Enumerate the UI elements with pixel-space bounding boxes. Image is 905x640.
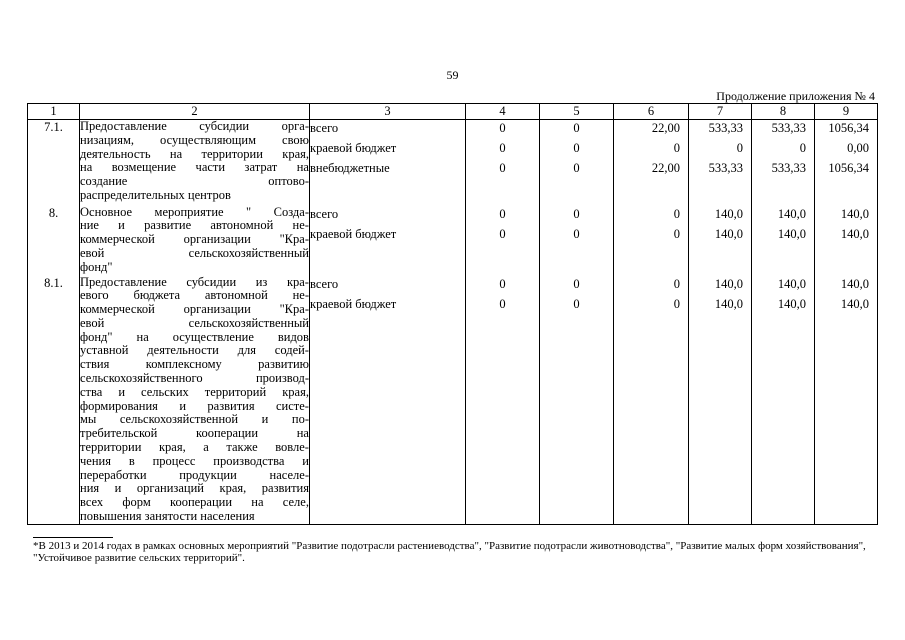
- value-cell-c8: [752, 276, 815, 525]
- activity-name-line: Основное мероприятие " Созда-: [80, 204, 309, 219]
- activity-name-line: ние и развитие автономной не-: [80, 218, 309, 233]
- value: 533,33: [771, 161, 806, 175]
- header-cell: 4: [466, 104, 540, 120]
- value-cell-c7: [689, 206, 752, 276]
- program-table: [27, 103, 878, 525]
- activity-name-line: фонд": [80, 259, 113, 274]
- value: 140,0: [840, 206, 869, 221]
- value: 0: [499, 141, 506, 155]
- value: 1056,34: [828, 161, 869, 175]
- row-number: 7.1.: [28, 120, 80, 206]
- value-cell-c9: [815, 206, 878, 276]
- funding-sources: [310, 120, 466, 206]
- funding-source: краевой бюджет: [310, 141, 397, 155]
- value: 0: [573, 276, 580, 291]
- value-cell-c4: [466, 120, 540, 206]
- value: 0: [799, 141, 806, 155]
- activity-name-line: распределительных центров: [80, 187, 231, 202]
- activity-name-line: низациям, осуществляющим свою: [80, 132, 309, 147]
- value: 1056,34: [828, 121, 869, 135]
- value-cell-c4: [466, 276, 540, 525]
- value: 140,0: [714, 206, 743, 221]
- value-cell-c5: [540, 206, 614, 276]
- value-cell-c5: [540, 276, 614, 525]
- activity-name-line: деятельность на территории края,: [80, 146, 309, 161]
- table-row: [28, 120, 878, 206]
- funding-source: всего: [310, 276, 339, 291]
- value: 0: [499, 296, 506, 311]
- value: 533,33: [771, 121, 806, 135]
- value: 0: [499, 206, 506, 221]
- footnote-rule: [33, 537, 113, 538]
- value: 0: [573, 226, 580, 241]
- value: 140,0: [777, 296, 806, 311]
- activity-name-line: на возмещение части затрат на: [80, 160, 309, 175]
- row-number: 8.: [28, 206, 80, 276]
- value: 140,0: [777, 276, 806, 291]
- value: 140,0: [714, 296, 743, 311]
- funding-sources: [310, 276, 466, 525]
- activity-name-line: евой сельскохозяйственный: [80, 315, 309, 330]
- activity-name: [80, 206, 310, 276]
- value: 0: [499, 226, 506, 241]
- activity-name-line: повышения занятости населения: [80, 509, 255, 524]
- header-cell: 9: [815, 104, 878, 120]
- value: 140,0: [777, 226, 806, 241]
- value: 0: [673, 206, 680, 221]
- value: 140,0: [840, 226, 869, 241]
- header-cell: 7: [689, 104, 752, 120]
- activity-name-line: требительской кооперации на: [80, 426, 309, 441]
- value: 22,00: [651, 121, 680, 135]
- page-number: 59: [446, 68, 459, 82]
- activity-name-line: ствия комплексному развитию: [80, 357, 309, 372]
- table-row: [28, 276, 878, 525]
- header-cell: 3: [310, 104, 466, 120]
- value-cell-c7: [689, 120, 752, 206]
- value: 0: [673, 276, 680, 291]
- row-number: 8.1.: [28, 276, 80, 525]
- value: 140,0: [777, 206, 806, 221]
- activity-name-line: коммерческой организации "Кра-: [80, 232, 309, 247]
- activity-name: [80, 276, 310, 525]
- value: 0: [673, 141, 680, 155]
- activity-name-line: евой сельскохозяйственный: [80, 245, 309, 260]
- activity-name-line: мы сельскохозяйственной и по-: [80, 412, 309, 427]
- activity-name-line: переработки продукции населе-: [80, 467, 309, 482]
- activity-name-line: формирования и развития систе-: [80, 398, 309, 413]
- value: 0: [573, 206, 580, 221]
- activity-name-line: евого бюджета автономной не-: [80, 288, 309, 303]
- header-row: [28, 104, 878, 120]
- value-cell-c6: [614, 276, 689, 525]
- activity-name-line: Предоставление субсидии из кра-: [80, 274, 309, 289]
- header-cell: 8: [752, 104, 815, 120]
- activity-name-line: фонд" на осуществление видов: [80, 329, 309, 344]
- value: 0: [573, 296, 580, 311]
- value: 0: [573, 121, 580, 135]
- header-cell: 1: [28, 104, 80, 120]
- value: 0: [573, 161, 580, 175]
- value-cell-c9: [815, 120, 878, 206]
- header-cell: 2: [80, 104, 310, 120]
- value: 140,0: [714, 226, 743, 241]
- activity-name-line: ства и сельских территорий края,: [80, 384, 309, 399]
- value-cell-c6: [614, 120, 689, 206]
- value-cell-c5: [540, 120, 614, 206]
- value-cell-c9: [815, 276, 878, 525]
- value: 533,33: [708, 121, 743, 135]
- header-cell: 5: [540, 104, 614, 120]
- table-row: [28, 206, 878, 276]
- value: 22,00: [651, 161, 680, 175]
- value: 140,0: [714, 276, 743, 291]
- activity-name-line: всех форм кооперации на селе,: [80, 495, 309, 510]
- funding-source: внебюджетные: [310, 161, 390, 175]
- activity-name-line: территории края, а также вовле-: [80, 440, 309, 455]
- value: 0: [673, 296, 680, 311]
- value-cell-c8: [752, 120, 815, 206]
- activity-name-line: ния и организаций края, развития: [80, 481, 309, 496]
- value-cell-c6: [614, 206, 689, 276]
- value: 0: [673, 226, 680, 241]
- value: 0: [499, 161, 506, 175]
- value: 0,00: [847, 141, 869, 155]
- activity-name-line: Предоставление субсидии орга-: [80, 119, 309, 133]
- value: 0: [573, 141, 580, 155]
- value-cell-c8: [752, 206, 815, 276]
- footnote: *В 2013 и 2014 годах в рамках основных мероприятий "Развитие подотрасли растениеводства", "Развитие подотрасли животноводства", "Развитие малых форм хозяйствования", "Устойчивое развитие сельских территорий".: [33, 540, 866, 564]
- value-cell-c7: [689, 276, 752, 525]
- activity-name: [80, 120, 310, 206]
- value: 533,33: [708, 161, 743, 175]
- funding-sources: [310, 206, 466, 276]
- continuation-label: Продолжение приложения № 4: [716, 89, 875, 103]
- funding-source: всего: [310, 206, 339, 221]
- activity-name-line: чения в процесс производства и: [80, 453, 309, 468]
- value: 0: [499, 121, 506, 135]
- value: 0: [499, 276, 506, 291]
- funding-source: всего: [310, 121, 339, 135]
- activity-name-line: сельскохозяйственного производ-: [80, 371, 309, 386]
- activity-name-line: уставной деятельности для содей-: [80, 343, 309, 358]
- value-cell-c4: [466, 206, 540, 276]
- value: 0: [736, 141, 743, 155]
- funding-source: краевой бюджет: [310, 226, 397, 241]
- value: 140,0: [840, 296, 869, 311]
- header-cell: 6: [614, 104, 689, 120]
- value: 140,0: [840, 276, 869, 291]
- activity-name-line: создание оптово-: [80, 174, 309, 189]
- activity-name-line: коммерческой организации "Кра-: [80, 302, 309, 317]
- funding-source: краевой бюджет: [310, 296, 397, 311]
